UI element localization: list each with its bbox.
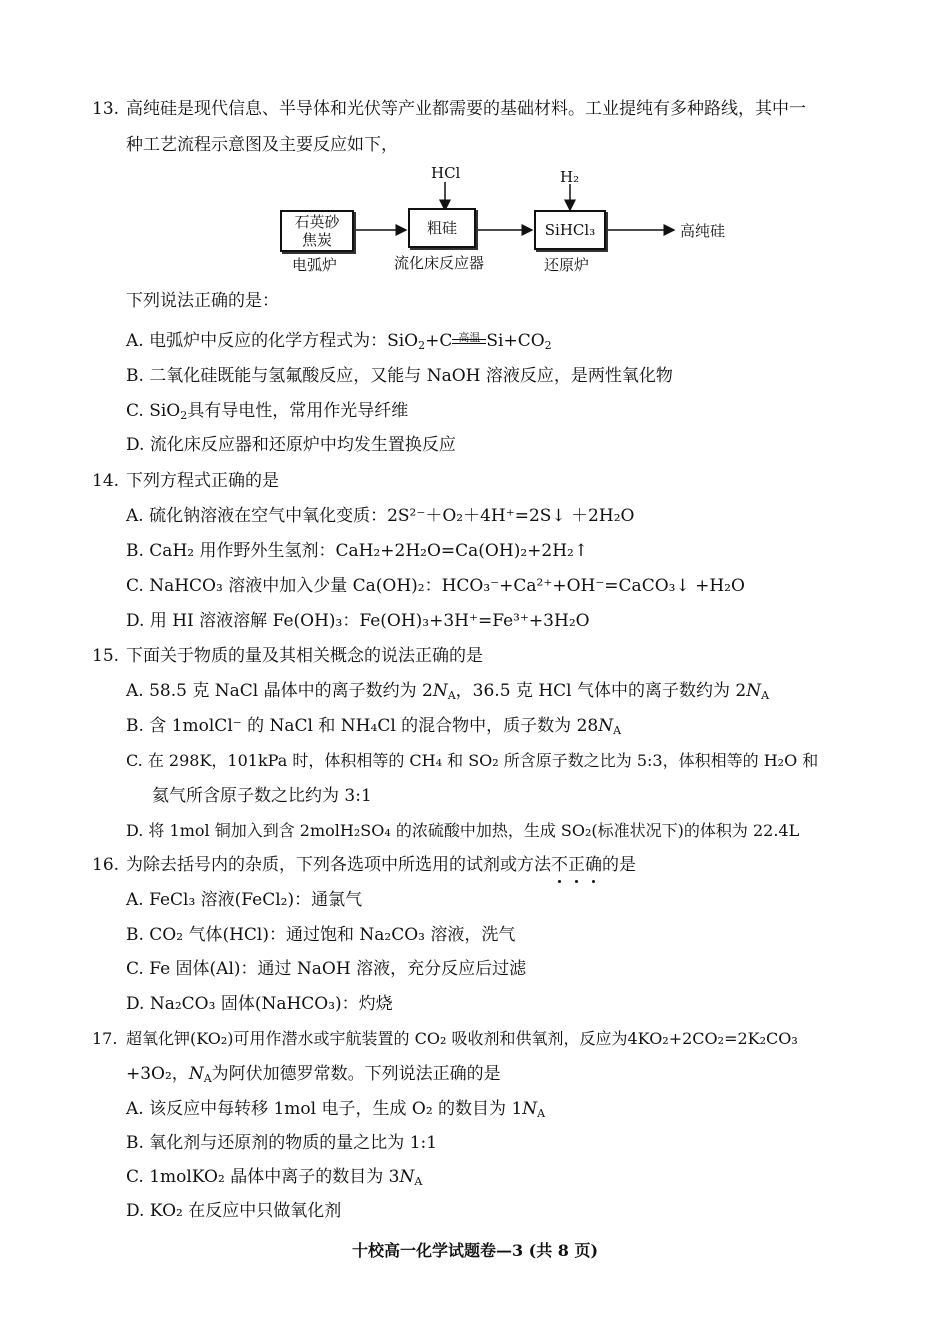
na-symbol: N xyxy=(522,1099,538,1119)
q13-c-pre: C. SiO xyxy=(126,401,181,421)
process-flow-diagram xyxy=(270,160,740,278)
q14-option-a: A. 硫化钠溶液在空气中氧化变质：2S²⁻＋O₂＋4H⁺=2S↓ ＋2H₂O xyxy=(126,506,635,526)
h2-input-label: H₂ xyxy=(560,168,580,186)
emphasis-char: 不 xyxy=(551,855,568,875)
q17-stem-line1 xyxy=(92,1028,798,1050)
q13-option-d: D. 流化床反应器和还原炉中均发生置换反应 xyxy=(126,435,456,455)
sihcl3-box xyxy=(534,210,606,250)
q14-stem xyxy=(92,470,279,492)
q17-stem1: 超氧化钾(KO₂)可用作潜水或宇航装置的 CO₂ 吸收剂和供氧剂，反应为4KO₂+2CO₂=2K₂CO₃ xyxy=(126,1029,798,1048)
q16-option-b: B. CO₂ 气体(HCl)：通过饱和 Na₂CO₃ 溶液，洗气 xyxy=(126,925,516,945)
q16-option-d: D. Na₂CO₃ 固体(NaHCO₃)：灼烧 xyxy=(126,994,393,1014)
q14-option-d: D. 用 HI 溶液溶解 Fe(OH)₃：Fe(OH)₃+3H⁺=Fe³⁺+3H₂O xyxy=(126,611,590,631)
q17-option-c xyxy=(126,1166,422,1188)
q17-option-b: B. 氧化剂与还原剂的物质的量之比为 1:1 xyxy=(126,1133,438,1153)
q17-c-text: C. 1molKO₂ 晶体中离子的数目为 3 xyxy=(126,1167,400,1187)
q16-stem-post: 的是 xyxy=(602,855,636,875)
q16-stem xyxy=(92,854,636,876)
q17-stem2-pre: +3O₂， xyxy=(126,1064,189,1084)
sub-2: 2 xyxy=(418,339,426,352)
q17-a-text: A. 该反应中每转移 1mol 电子，生成 O₂ 的数目为 1 xyxy=(126,1099,523,1119)
q16-option-c: C. Fe 固体(Al)：通过 NaOH 溶液，充分反应后过滤 xyxy=(126,959,527,979)
na-symbol: N xyxy=(746,681,762,701)
q13-a-pre: A. 电弧炉中反应的化学方程式为：SiO xyxy=(126,331,419,351)
q14-option-c: C. NaHCO₃ 溶液中加入少量 Ca(OH)₂：HCO₃⁻+Ca²⁺+OH⁻=CaCO₃↓ +H₂O xyxy=(126,576,745,596)
q13-option-a xyxy=(126,330,552,352)
q13-option-b: B. 二氧化硅既能与氢氟酸反应，又能与 NaOH 溶液反应，是两性氧化物 xyxy=(126,366,673,386)
sub-2: 2 xyxy=(180,409,188,422)
q15-option-c-line2: 氦气所含原子数之比约为 3:1 xyxy=(152,786,372,806)
q15-a-part2: ，36.5 克 HCl 气体中的离子数约为 2 xyxy=(455,681,747,701)
fluidized-bed-label: 流化床反应器 xyxy=(394,254,485,272)
q13-a-mid: +C xyxy=(425,331,453,351)
emphasis-char: 确 xyxy=(585,855,602,875)
na-symbol: N xyxy=(598,716,614,736)
q17-stem-line2 xyxy=(126,1063,501,1085)
q13-a-post: Si+CO xyxy=(486,331,545,351)
box1-line1: 石英砂 xyxy=(294,213,340,231)
q17-number: 17. xyxy=(92,1029,118,1048)
q17-option-d: D. KO₂ 在反应中只做氧化剂 xyxy=(126,1201,342,1221)
q13-number: 13. xyxy=(92,99,120,119)
reduction-furnace-label: 还原炉 xyxy=(544,256,590,274)
q17-stem2-post: 为阿伏加德罗常数。下列说法正确的是 xyxy=(211,1064,501,1084)
high-purity-silicon-label: 高纯硅 xyxy=(680,222,726,240)
q15-stem xyxy=(92,645,483,667)
q16-stem-pre: 为除去括号内的杂质，下列各选项中所选用的试剂或方法 xyxy=(126,855,551,875)
box2-text: 粗硅 xyxy=(426,219,457,237)
q14-stem-text: 下列方程式正确的是 xyxy=(126,471,279,491)
na-sub: A xyxy=(613,724,622,737)
q13-stem-line1 xyxy=(92,98,806,120)
na-symbol: N xyxy=(188,1064,204,1084)
q15-option-a xyxy=(126,680,769,702)
arc-furnace-label: 电弧炉 xyxy=(292,256,338,274)
crude-silicon-box xyxy=(408,208,476,248)
na-sub: A xyxy=(203,1072,212,1085)
box3-text: SiHCl₃ xyxy=(544,221,596,239)
q13-stem1: 高纯硅是现代信息、半导体和光伏等产业都需要的基础材料。工业提纯有多种路线，其中一 xyxy=(126,99,806,119)
cond-text: 高温 xyxy=(458,331,481,344)
q15-a-part1: A. 58.5 克 NaCl 晶体中的离子数约为 2 xyxy=(126,681,433,701)
na-sub: A xyxy=(537,1107,546,1120)
na-symbol: N xyxy=(399,1167,415,1187)
hcl-input-label: HCl xyxy=(431,164,461,182)
emphasis-char: 正 xyxy=(568,855,585,875)
q15-option-d: D. 将 1mol 铜加入到含 2molH₂SO₄ 的浓硫酸中加热，生成 SO₂(标准状况下)的体积为 22.4L xyxy=(126,821,800,840)
page-footer: 十校高一化学试题卷—3 (共 8 页) xyxy=(351,1241,599,1260)
q15-option-b xyxy=(126,715,621,737)
q13-option-c xyxy=(126,400,408,422)
q16-number: 16. xyxy=(92,855,120,875)
sub-2: 2 xyxy=(544,339,552,352)
q15-option-c-line1: C. 在 298K，101kPa 时，体积相等的 CH₄ 和 SO₂ 所含原子数之比为 5:3，体积相等的 H₂O 和 xyxy=(126,751,819,770)
na-sub: A xyxy=(761,689,770,702)
q17-option-a xyxy=(126,1098,545,1120)
na-sub: A xyxy=(414,1175,423,1188)
q13-c-post: 具有导电性，常用作光导纤维 xyxy=(187,401,409,421)
q14-option-b: B. CaH₂ 用作野外生氢剂：CaH₂+2H₂O=Ca(OH)₂+2H₂↑ xyxy=(126,541,589,561)
na-sub: A xyxy=(447,689,456,702)
q15-number: 15. xyxy=(92,646,120,666)
q13-stem-line2: 种工艺流程示意图及主要反应如下， xyxy=(126,135,398,155)
box1-line2: 焦炭 xyxy=(301,231,332,249)
arc-furnace-box xyxy=(280,210,354,252)
na-symbol: N xyxy=(432,681,448,701)
q15-b-text: B. 含 1molCl⁻ 的 NaCl 和 NH₄Cl 的混合物中，质子数为 28 xyxy=(126,716,599,736)
high-temp-condition xyxy=(452,331,486,344)
q13-prompt: 下列说法正确的是： xyxy=(126,291,279,311)
q14-number: 14. xyxy=(92,471,120,491)
q16-option-a: A. FeCl₃ 溶液(FeCl₂)：通氯气 xyxy=(126,890,363,910)
q15-stem-text: 下面关于物质的量及其相关概念的说法正确的是 xyxy=(126,646,483,666)
